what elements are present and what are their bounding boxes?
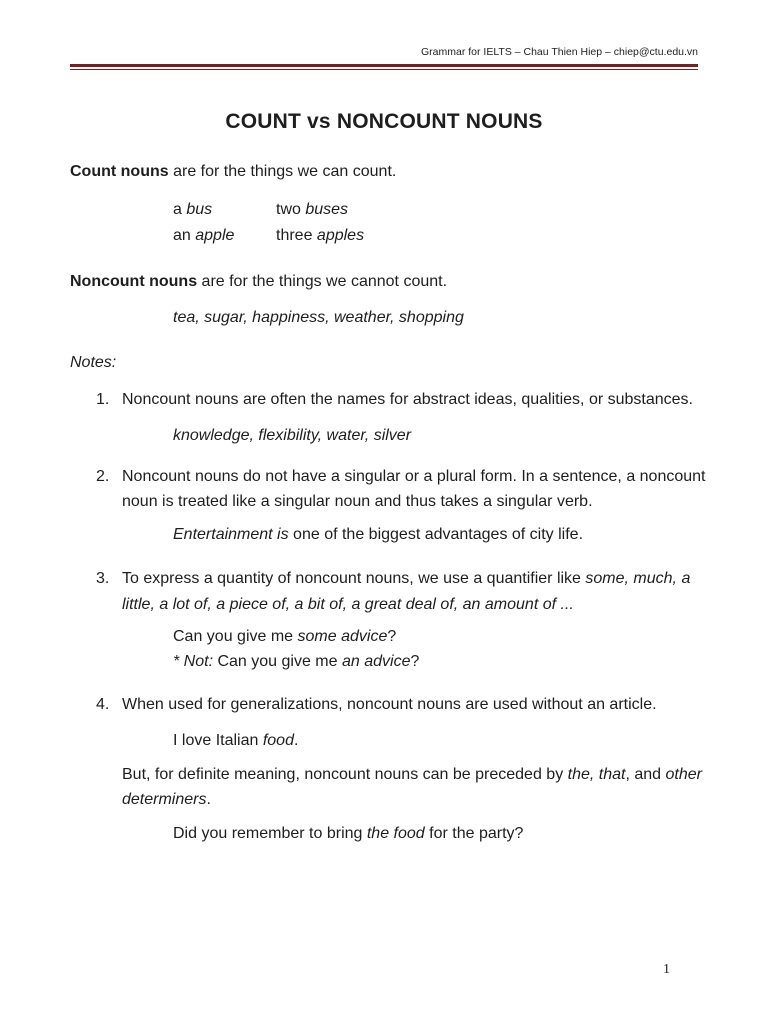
note-4-but-text: But, for definite meaning, noncount nouns can be preceded by — [122, 766, 568, 783]
noncount-nouns-definition — [70, 273, 447, 291]
note-1-number: 1. — [96, 391, 110, 408]
noncount-nouns-text: are for the things we cannot count. — [197, 273, 448, 290]
note-4-number: 4. — [96, 696, 110, 713]
example-plural: buses — [305, 201, 349, 218]
example-punct: ? — [387, 628, 397, 645]
example-plural: apples — [316, 227, 365, 244]
example-italic: Entertainment is — [173, 526, 289, 543]
count-nouns-text: are for the things we can count. — [168, 163, 397, 180]
note-3-text: To express a quantity of noncount nouns, we use a quantifier like — [122, 570, 586, 587]
count-nouns-definition — [70, 163, 396, 181]
note-2-line-1: Noncount nouns do not have a singular or a plural form. In a sentence, a noncount — [122, 468, 706, 485]
note-3-line-2: little, a lot of, a piece of, a bit of, a great deal of, an amount of ... — [122, 596, 574, 613]
note-2-example — [173, 526, 583, 544]
example-noun: bus — [186, 201, 213, 218]
header-rule-thin — [70, 69, 698, 70]
count-nouns-term: Count nouns — [70, 163, 169, 180]
note-4-but-punct: . — [206, 791, 211, 808]
note-4-example-1 — [173, 732, 298, 750]
example-number: three — [276, 227, 317, 244]
count-example-1 — [173, 201, 212, 219]
example-number: two — [276, 201, 306, 218]
note-4-but-text: , and — [625, 766, 666, 783]
note-3-quantifiers: some, much, a — [585, 570, 691, 587]
example-text: Can you give me — [173, 628, 298, 645]
example-punct: ? — [410, 653, 420, 670]
note-3-number: 3. — [96, 570, 110, 587]
noncount-nouns-term: Noncount nouns — [70, 273, 198, 290]
note-4-but-italic: determiners — [122, 791, 207, 808]
note-4-but-italic: the, that — [567, 766, 626, 783]
example-text: one of the biggest advantages of city life. — [288, 526, 584, 543]
note-2-number: 2. — [96, 468, 110, 485]
example-italic: the food — [366, 825, 425, 842]
example-italic: some advice — [297, 628, 388, 645]
example-italic: * Not: — [173, 653, 214, 670]
example-text: for the party? — [424, 825, 524, 842]
noncount-examples: tea, sugar, happiness, weather, shopping — [173, 309, 464, 326]
page-number: 1 — [663, 962, 670, 977]
example-italic: food — [262, 732, 294, 749]
note-3-line-1 — [122, 570, 690, 588]
note-2-line-2: noun is treated like a singular noun and thus takes a singular verb. — [122, 493, 593, 510]
note-4-example-2 — [173, 825, 523, 843]
note-1-example: knowledge, flexibility, water, silver — [173, 427, 412, 444]
count-example-1-plural — [276, 201, 348, 219]
example-text: Can you give me — [213, 653, 342, 670]
page-title: COUNT vs NONCOUNT NOUNS — [225, 110, 543, 133]
note-3-example-1 — [173, 628, 396, 646]
note-1-text: Noncount nouns are often the names for abstract ideas, qualities, or substances. — [122, 391, 693, 408]
note-3-example-2 — [173, 653, 419, 671]
count-example-2 — [173, 227, 234, 245]
note-4-text: When used for generalizations, noncount nouns are used without an article. — [122, 696, 657, 713]
example-italic: an advice — [341, 653, 411, 670]
example-text: Did you remember to bring — [173, 825, 367, 842]
count-example-2-plural — [276, 227, 364, 245]
note-4-but-line-1 — [122, 766, 702, 784]
example-article: a — [173, 201, 187, 218]
example-text: I love Italian — [173, 732, 263, 749]
note-4-but-italic: other — [665, 766, 702, 783]
example-article: an — [173, 227, 196, 244]
note-4-but-line-2 — [122, 791, 211, 809]
example-punct: . — [293, 732, 299, 749]
example-noun: apple — [195, 227, 235, 244]
header-text: Grammar for IELTS – Chau Thien Hiep – chiep@ctu.edu.vn — [421, 46, 698, 58]
header-rule — [70, 64, 698, 67]
notes-label: Notes: — [70, 354, 117, 371]
